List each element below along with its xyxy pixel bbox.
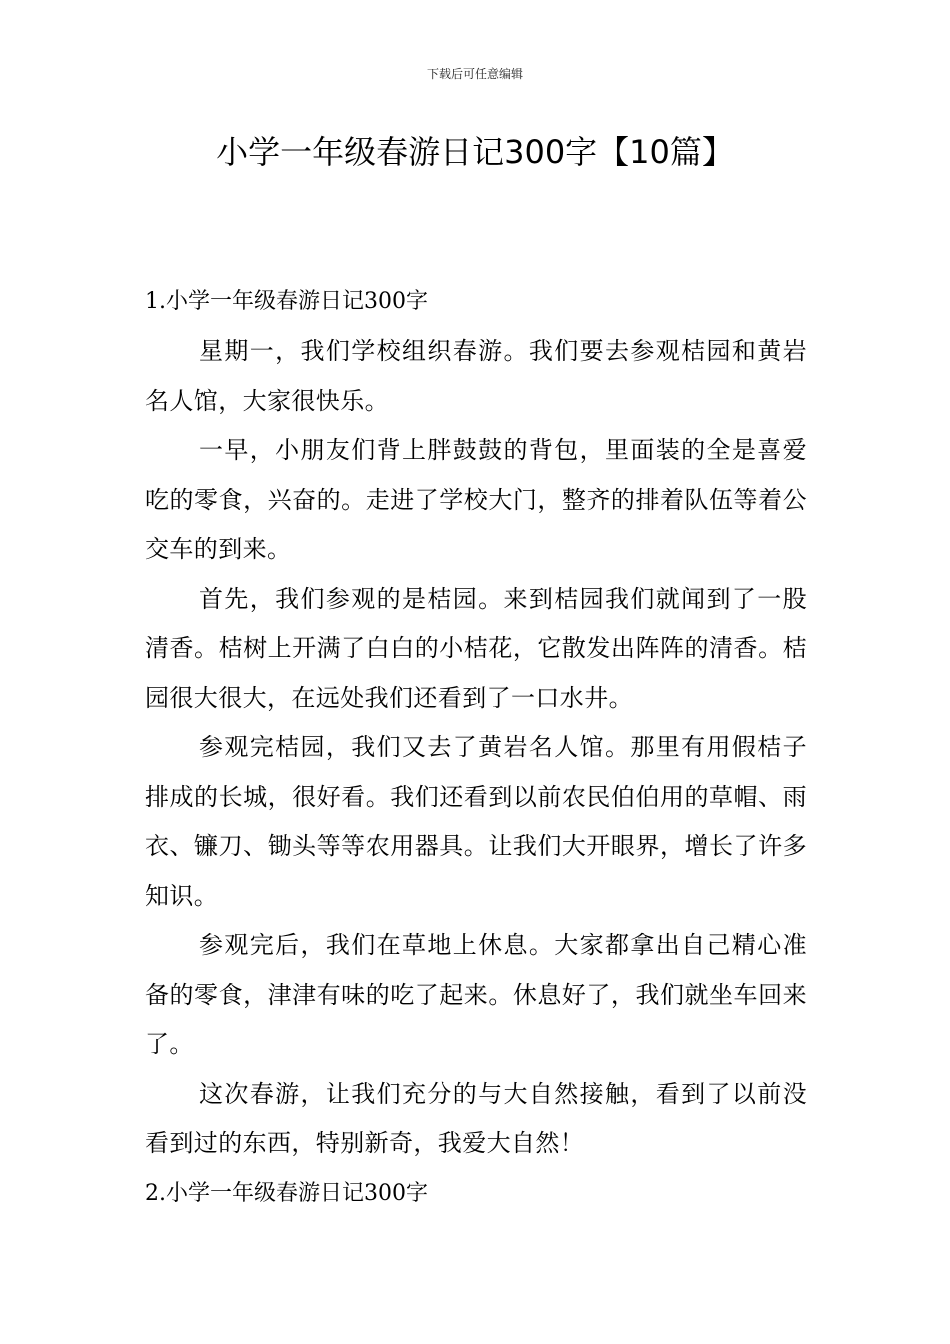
paragraph: 一早，小朋友们背上胖鼓鼓的背包，里面装的全是喜爱吃的零食，兴奋的。走进了学校大门，整齐的排着队伍等着公交车的到来。: [145, 436, 807, 563]
paragraph: 参观完桔园，我们又去了黄岩名人馆。那里有用假桔子排成的长城，很好看。我们还看到以前农民伯伯用的草帽、雨衣、镰刀、锄头等等农用器具。让我们大开眼界，增长了许多知识。: [145, 733, 807, 910]
section-heading-2: 2.小学一年级春游日记300字: [145, 1180, 428, 1206]
document-body: [145, 277, 807, 1219]
paragraph: 首先，我们参观的是桔园。来到桔园我们就闻到了一股清香。桔树上开满了白白的小桔花，它散发出阵阵的清香。桔园很大很大，在远处我们还看到了一口水井。: [145, 584, 807, 712]
paragraph: 星期一，我们学校组织春游。我们要去参观桔园和黄岩名人馆，大家很快乐。: [145, 337, 807, 415]
document-title: 小学一年级春游日记300字【10篇】: [216, 133, 734, 171]
section-heading-1: 1.小学一年级春游日记300字: [145, 289, 428, 314]
paragraph: 这次春游，让我们充分的与大自然接触，看到了以前没看到过的东西，特别新奇，我爱大自然！: [145, 1079, 807, 1157]
paragraph: 参观完后，我们在草地上休息。大家都拿出自己精心准备的零食，津津有味的吃了起来。休息好了，我们就坐车回来了。: [145, 931, 807, 1058]
header-note: 下载后可任意编辑: [426, 67, 523, 81]
